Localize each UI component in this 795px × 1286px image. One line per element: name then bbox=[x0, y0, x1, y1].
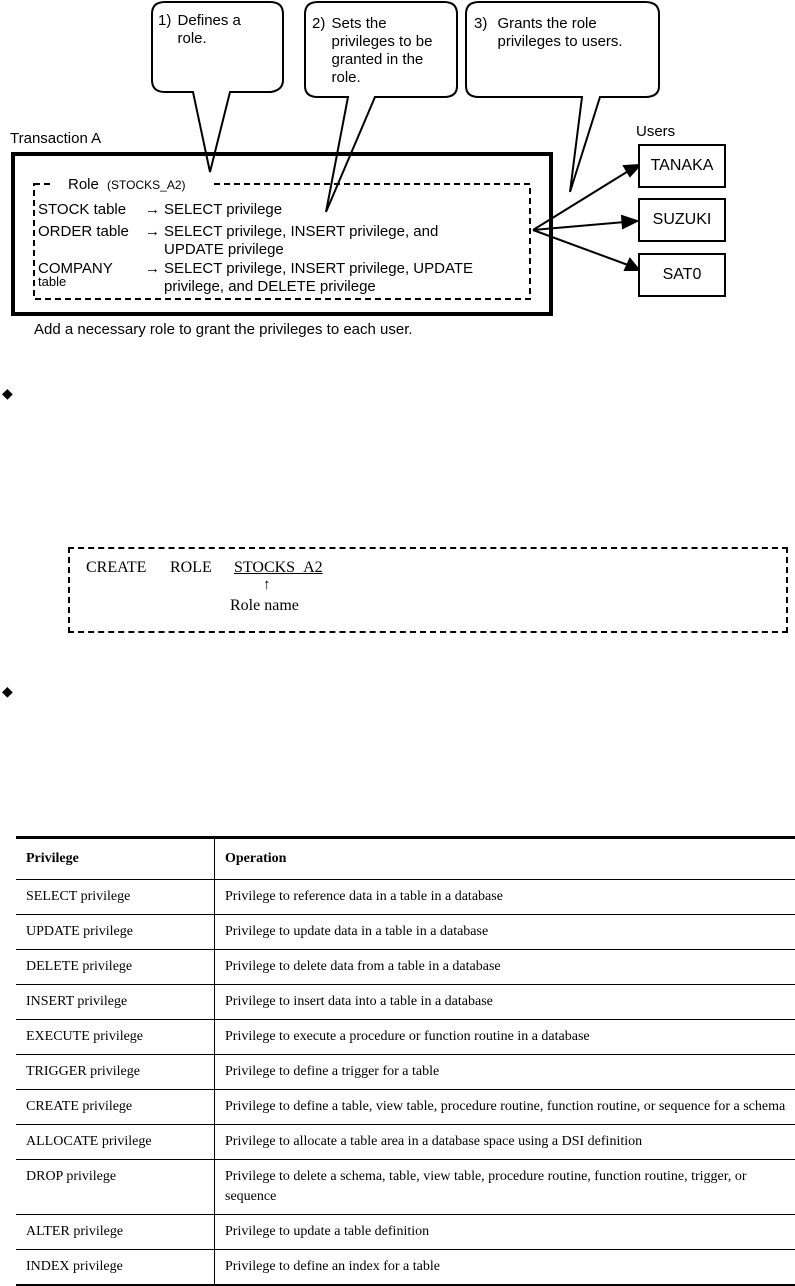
user-sato: SAT0 bbox=[638, 253, 726, 297]
table-row bbox=[16, 1125, 795, 1160]
privilege-table bbox=[16, 836, 795, 1286]
callout-1 bbox=[158, 12, 278, 48]
row-company-arrow: → bbox=[145, 260, 160, 278]
row-stock-arrow: → bbox=[145, 201, 160, 219]
cell-privilege: SELECT privilege bbox=[16, 880, 215, 915]
callout-3-num: 3) bbox=[474, 15, 487, 32]
code-role-name: STOCKS_A2 bbox=[234, 559, 323, 577]
cell-privilege: INSERT privilege bbox=[16, 985, 215, 1020]
code-example-box bbox=[68, 547, 788, 633]
cell-privilege: INDEX privilege bbox=[16, 1250, 215, 1286]
row-order-arrow: → bbox=[145, 223, 160, 241]
cell-privilege: ALLOCATE privilege bbox=[16, 1125, 215, 1160]
table-row bbox=[16, 1160, 795, 1215]
cell-privilege: TRIGGER privilege bbox=[16, 1055, 215, 1090]
user-tanaka: TANAKA bbox=[638, 144, 726, 188]
cell-operation: Privilege to define a trigger for a table bbox=[215, 1055, 795, 1090]
row-order-privs: SELECT privilege, INSERT privilege, and bbox=[164, 223, 438, 241]
row-stock-privs: SELECT privilege bbox=[164, 201, 282, 219]
callout-1-text: Defines a role. bbox=[178, 12, 268, 48]
cell-operation: Privilege to reference data in a table in a database bbox=[215, 880, 795, 915]
table-row bbox=[16, 1090, 795, 1125]
table-row bbox=[16, 880, 795, 915]
transaction-label: Transaction A bbox=[10, 130, 101, 148]
cell-operation: Privilege to insert data into a table in a database bbox=[215, 985, 795, 1020]
row-company-privs-2: privilege, and DELETE privilege bbox=[164, 278, 376, 296]
bullet-diamond-1: ◆ bbox=[2, 386, 13, 400]
code-keyword-create: CREATE bbox=[86, 559, 146, 577]
callout-2-num: 2) bbox=[312, 15, 325, 32]
code-annotation: Role name bbox=[230, 597, 299, 615]
code-arrow: ↑ bbox=[263, 577, 271, 594]
cell-privilege: UPDATE privilege bbox=[16, 915, 215, 950]
row-order-privs-2: UPDATE privilege bbox=[164, 241, 284, 259]
row-company-table-2: table bbox=[38, 273, 66, 291]
table-row bbox=[16, 1250, 795, 1286]
code-keyword-role: ROLE bbox=[170, 559, 212, 577]
cell-operation: Privilege to update data in a table in a database bbox=[215, 915, 795, 950]
cell-operation: Privilege to delete data from a table in a database bbox=[215, 950, 795, 985]
role-diagram bbox=[0, 0, 795, 345]
column-header-operation: Operation bbox=[215, 838, 795, 880]
callout-2 bbox=[312, 15, 452, 87]
role-name: (STOCKS_A2) bbox=[107, 178, 185, 192]
table-row bbox=[16, 915, 795, 950]
cell-privilege: ALTER privilege bbox=[16, 1215, 215, 1250]
cell-operation: Privilege to update a table definition bbox=[215, 1215, 795, 1250]
cell-operation: Privilege to delete a schema, table, view table, procedure routine, function routine, trigger, or sequence bbox=[215, 1160, 795, 1215]
column-header-privilege: Privilege bbox=[16, 838, 215, 880]
table-row bbox=[16, 1055, 795, 1090]
cell-privilege: CREATE privilege bbox=[16, 1090, 215, 1125]
bullet-diamond-2: ◆ bbox=[2, 684, 13, 698]
cell-operation: Privilege to define an index for a table bbox=[215, 1250, 795, 1286]
callout-1-num: 1) bbox=[158, 12, 171, 29]
cell-privilege: EXECUTE privilege bbox=[16, 1020, 215, 1055]
callout-3-text: Grants the role privileges to users. bbox=[498, 15, 648, 51]
users-label: Users bbox=[636, 123, 675, 141]
row-company-table: COMPANY bbox=[38, 260, 113, 278]
user-suzuki: SUZUKI bbox=[638, 198, 726, 242]
role-title bbox=[68, 176, 186, 194]
table-header-row bbox=[16, 838, 795, 880]
table-row bbox=[16, 985, 795, 1020]
cell-operation: Privilege to allocate a table area in a database space using a DSI definition bbox=[215, 1125, 795, 1160]
cell-privilege: DROP privilege bbox=[16, 1160, 215, 1215]
row-order-table: ORDER table bbox=[38, 223, 129, 241]
row-company-privs: SELECT privilege, INSERT privilege, UPDATE bbox=[164, 260, 473, 278]
table-row bbox=[16, 1215, 795, 1250]
table-row bbox=[16, 1020, 795, 1055]
row-stock-table: STOCK table bbox=[38, 201, 126, 219]
table-row bbox=[16, 950, 795, 985]
cell-privilege: DELETE privilege bbox=[16, 950, 215, 985]
cell-operation: Privilege to execute a procedure or function routine in a database bbox=[215, 1020, 795, 1055]
callout-2-text: Sets the privileges to be granted in the role. bbox=[332, 15, 447, 87]
cell-operation: Privilege to define a table, view table, procedure routine, function routine, or sequence for a schema bbox=[215, 1090, 795, 1125]
callout-3 bbox=[474, 15, 654, 51]
role-label: Role bbox=[68, 176, 99, 193]
diagram-caption: Add a necessary role to grant the privileges to each user. bbox=[34, 321, 413, 339]
